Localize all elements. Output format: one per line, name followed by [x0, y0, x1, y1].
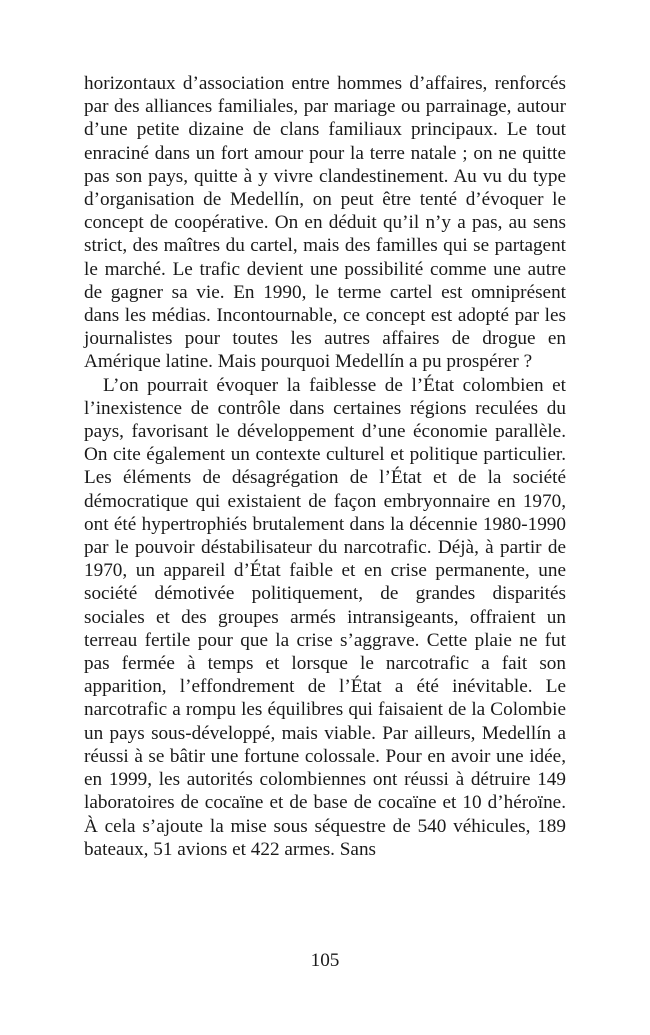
paragraph-1: horizontaux d’association entre hommes d’affaires, renforcés par des alliances familiales, par mariage ou parrainage, autour d’une petite dizaine de clans familiaux principaux. Le tout enraciné dans un fort amour pour la terre natale ; on ne quitte pas son pays, quitte à y vivre clandestinement. Au vu du type d’organisation de Medellín, on peut être tenté d’évoquer le concept de coopérative. On en déduit qu’il n’y a pas, au sens strict, des maîtres du cartel, mais des familles qui se partagent le marché. Le trafic devient une possibilité comme une autre de gagner sa vie. En 1990, le terme cartel est omniprésent dans les médias. Incontournable, ce concept est adopté par les journalistes pour toutes les autres affaires de drogue en Amérique latine. Mais pourquoi Medellín a pu prospérer ? — [84, 73, 566, 373]
paragraph-2: L’on pourrait évoquer la faiblesse de l’État colombien et l’inexistence de contrôle dans certaines régions reculées du pays, favorisant le développement d’une économie parallèle. On cite également un contexte culturel et politique particulier. Les éléments de désagrégation de l’État et de la société démocratique qui existaient de façon embryonnaire en 1970, ont été hypertrophiés brutalement dans la décennie 1980-1990 par le pouvoir déstabilisateur du narcotrafic. Déjà, à partir de 1970, un appareil d’État faible et en crise permanente, une société démotivée politiquement, de grandes disparités sociales et des groupes armés intransigeants, offraient un terreau fertile pour que la crise s’aggrave. Cette plaie ne fut pas fermée à temps et lorsque le narcotrafic a fait son apparition, l’effondrement de l’État a été inévitable. Le narcotrafic a rompu les équilibres qui faisaient de la Colombie un pays sous-développé, mais viable. Par ailleurs, Medellín a réussi à se bâtir une fortune colossale. Pour en avoir une idée, en 1999, les autorités colombiennes ont réussi à détruire 149 laboratoires de cocaïne et de base de cocaïne et 10 d’héroïne. À cela s’ajoute la mise sous séquestre de 540 véhicules, 189 bateaux, 51 avions et 422 armes. Sans — [84, 374, 566, 860]
page-number: 105 — [310, 950, 340, 971]
page-body — [84, 72, 566, 861]
